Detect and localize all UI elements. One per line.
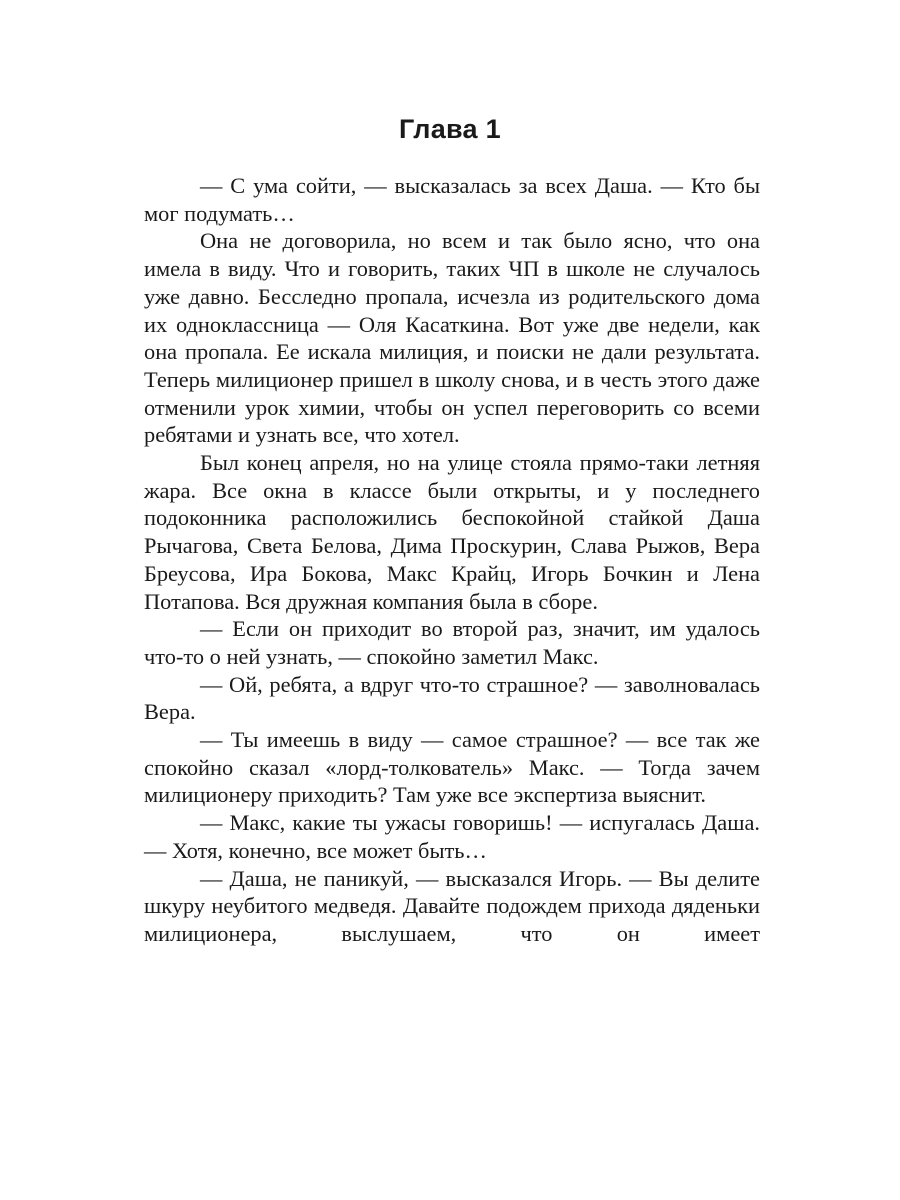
paragraph-4: — Если он приходит во второй раз, значит, им удалось что-то о ней узнать, — спокойно заметил Макс. [144,616,760,669]
paragraph-3: Был конец апреля, но на улице стояла прямо-таки летняя жара. Все окна в классе были открыты, и у последнего подоконника расположились беспокойной стайкой Даша Рычагова, Света Белова, Дима Проскурин, Слава Рыжов, Вера Бреусова, Ира Бокова, Макс Крайц, Игорь Бочкин и Лена Потапова. Вся дружная компания была в сборе. [144,450,760,614]
paragraph-2: Она не договорила, но всем и так было ясно, что она имела в виду. Что и говорить, таких ЧП в школе не случалось уже давно. Бесследно пропала, исчезла из родительского дома их одноклассница — Оля Касаткина. Вот уже две недели, как она пропала. Ее искала милиция, и поиски не дали результата. Теперь милиционер пришел в школу снова, и в честь этого даже отменили урок химии, чтобы он успел переговорить со всеми ребятами и узнать все, что хотел. [144,228,760,448]
paragraph-1: — С ума сойти, — высказалась за всех Даша. — Кто бы мог подумать… [144,173,760,226]
chapter-title: Глава 1 [398,114,501,144]
paragraph-8: — Даша, не паникуй, — высказался Игорь. — Вы делите шкуру неубитого медведя. Давайте подождем прихода дяденьки милиционера, выслушаем, что он имеет [144,865,760,946]
paragraph-6: — Ты имеешь в виду — самое страшное? — все так же спокойно сказал «лорд-толкователь» Макс. — Тогда зачем милиционеру приходить? Там уже все экспертиза выяснит. [144,727,760,808]
chapter-body [144,172,760,948]
paragraph-7: — Макс, какие ты ужасы говоришь! — испугалась Даша. — Хотя, конечно, все может быть… [144,810,760,863]
paragraph-5: — Ой, ребята, а вдруг что-то страшное? — заволновалась Вера. [144,671,760,725]
